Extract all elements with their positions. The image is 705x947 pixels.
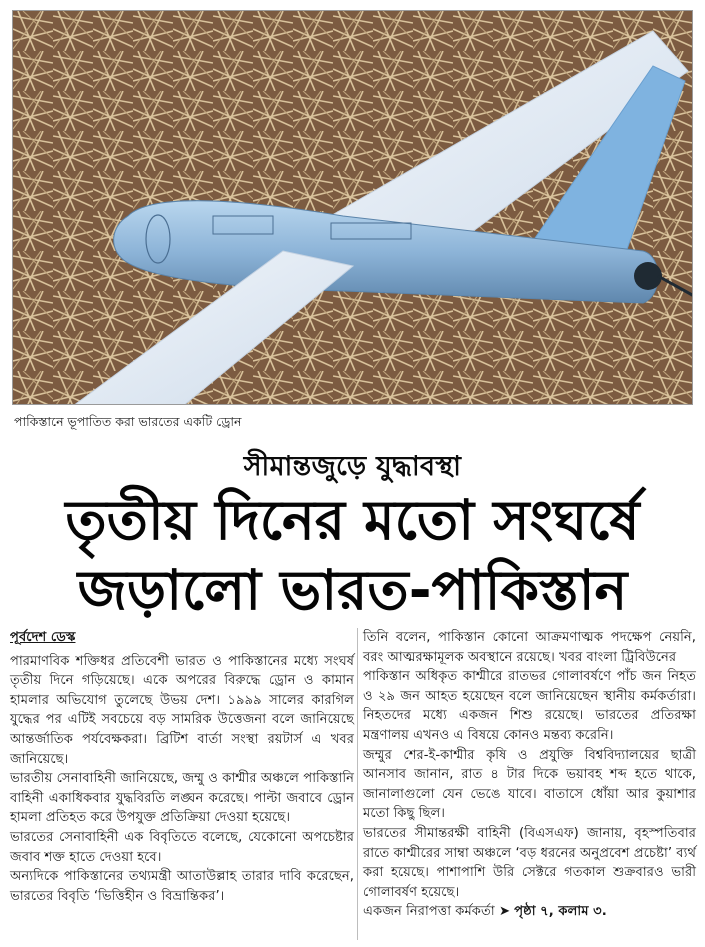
article-column-right (363, 628, 696, 922)
page-jump[interactable]: পৃষ্ঠা ৭, কলাম ৩. (514, 904, 607, 920)
byline: পূর্বদেশ ডেস্ক (10, 630, 76, 645)
drone-photo (12, 10, 693, 405)
arrow-right-icon: ➤ (498, 904, 511, 920)
drone-illustration (13, 11, 693, 405)
column-divider (357, 628, 358, 940)
paragraph: পাকিস্তান অধিকৃত কাশ্মীরে রাতভর গোলাবর্ষণে পাঁচ জন নিহত ও ২৯ জন আহত হয়েছেন বলে জানিয়েছেন স্থানীয় কর্মকর্তারা। নিহতদের মধ্যে একজন শিশু রয়েছে। ভারতের প্রতিরক্ষা মন্ত্রণালয় এখনও এ বিষয়ে কোনও মন্তব্য করেনি। (363, 669, 696, 743)
kicker: সীমান্তজুড়ে যুদ্ধাবস্থা (243, 451, 462, 482)
paragraph: তিনি বলেন, পাকিস্তান কোনো আক্রমণাত্মক পদক্ষেপ নেয়নি, বরং আত্মরক্ষামূলক অবস্থানে রয়েছে। খবর বাংলা ট্রিবিউনের (363, 630, 696, 665)
paragraph: ভারতের সেনাবাহিনী এক বিবৃতিতে বলেছে, যেকোনো অপচেষ্টার জবাব শক্ত হাতে দেওয়া হবে। (10, 829, 354, 865)
paragraph: পারমাণবিক শক্তিধর প্রতিবেশী ভারত ও পাকিস্তানের মধ্যে সংঘর্ষ তৃতীয় দিনে গড়িয়েছে। একে অপরের বিরুদ্ধে ড্রোন ও কামান হামলার অভিযোগ তুলেছে উভয় দেশ। ১৯৯৯ সালের কারগিল যুদ্ধের পর এটিই সবচেয়ে বড় সামরিক উত্তেজনা বলে জানিয়েছে আন্তর্জাতিক পর্যবেক্ষকরা। ব্রিটিশ বার্তা সংস্থা রয়টার্স এ খবর জানিয়েছে। (10, 653, 354, 767)
photo-caption: পাকিস্তানে ভূপাতিত করা ভারতের একটি ড্রোন (14, 414, 242, 429)
headline-line-2: জড়ালো ভারত-পাকিস্তান (77, 558, 628, 622)
paragraph: অন্যদিকে পাকিস্তানের তথ্যমন্ত্রী আতাউল্লাহ তারার দাবি করেছেন, ভারতের বিবৃতি ‘ভিত্তিহীন ও বিভ্রান্তিকর’। (10, 869, 354, 904)
continuation-line (363, 902, 696, 922)
paragraph: ভারতীয় সেনাবাহিনী জানিয়েছে, জম্মু ও কাশ্মীর অঞ্চলে পাকিস্তানি বাহিনী একাধিকবার যুদ্ধবিরতি লঙ্ঘন করেছে। পাল্টা জবাবে ড্রোন হামলা প্রতিহত করে উপযুক্ত প্রতিক্রিয়া দেওয়া হয়েছে। (10, 771, 354, 826)
article-column-left (10, 628, 354, 906)
headline-line-1: তৃতীয় দিনের মতো সংঘর্ষে (65, 488, 640, 552)
paragraph: ভারতের সীমান্তরক্ষী বাহিনী (বিএসএফ) জানায়, বৃহস্পতিবার রাতে কাশ্মীরের সাম্বা অঞ্চলে ‘বড় ধরনের অনুপ্রবেশ প্রচেষ্টা’ ব্যর্থ করা হয়েছে। পাশাপাশি উরি সেক্টরে গতকাল শুক্রবারও ভারী গোলাবর্ষণ হয়েছে। (363, 825, 696, 900)
final-line-text: একজন নিরাপত্তা কর্মকর্তা (363, 904, 495, 920)
paragraph: জম্মুর শের-ই-কাশ্মীর কৃষি ও প্রযুক্তি বিশ্ববিদ্যালয়ের ছাত্রী আনসাব জানান, রাত ৪ টার দিকে ভয়াবহ শব্দ হতে থাকে, জানালাগুলো যেন ভেঙে যাবে। বাতাসে ধোঁয়া আর কুয়াশার মতো কিছু ছিল। (363, 747, 696, 822)
